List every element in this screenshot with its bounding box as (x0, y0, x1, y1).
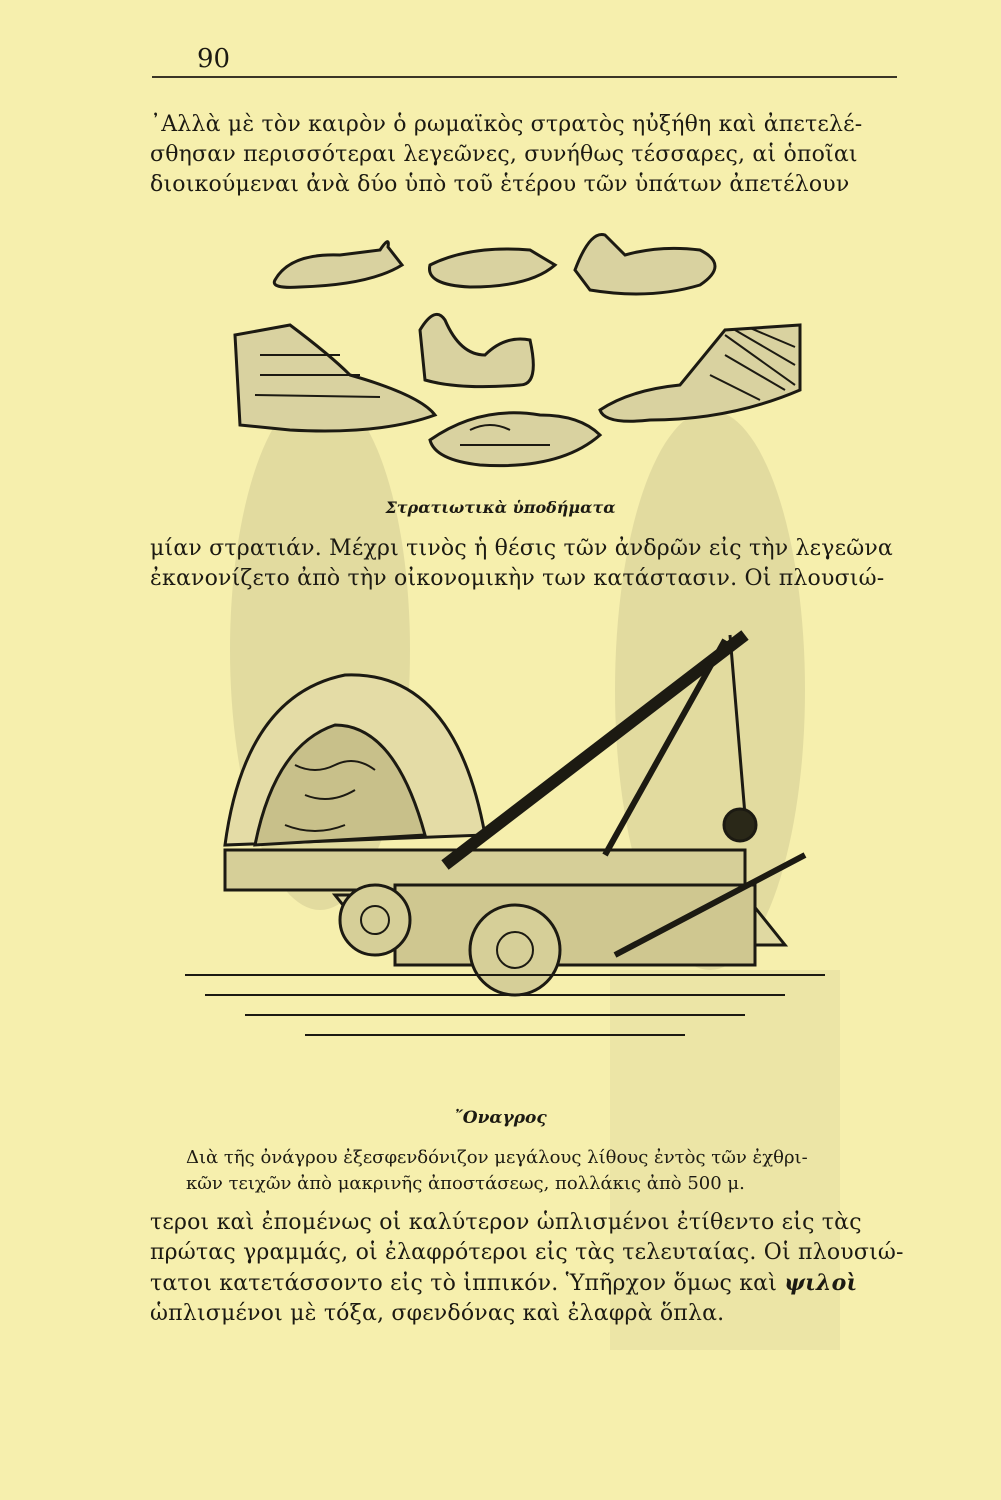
emphasized-word: ψιλοὶ (784, 1270, 858, 1296)
paragraph-3 (150, 1208, 904, 1329)
text-line: πρώτας γραμμάς, οἱ ἐλαφρότεροι εἰς τὰς τελευταίας. Οἱ πλουσιώ- (150, 1240, 904, 1265)
text-line: ᾿Αλλὰ μὲ τὸν καιρὸν ὁ ρωμαϊκὸς στρατὸς ηὐξήθη καὶ ἀπετελέ- (150, 112, 863, 137)
text-line: ἐκανονίζετο ἀπὸ τὴν οἰκονομικὴν των κατάστασιν. Οἱ πλουσιώ- (150, 566, 885, 591)
page-number: 90 (197, 44, 231, 74)
text-line: διοικούμεναι ἀνὰ δύο ὑπὸ τοῦ ἑτέρου τῶν ὑπάτων ἀπετέλουν (150, 172, 850, 197)
caption-onager: ῎Οναγρος (454, 1108, 547, 1128)
header-rule (152, 76, 897, 78)
onager-note (186, 1145, 891, 1197)
text-line: ὡπλισμένοι μὲ τόξα, σφενδόνας καὶ ἐλαφρὰ ὅπλα. (150, 1301, 725, 1326)
paragraph-2 (150, 534, 900, 594)
text-line: μίαν στρατιάν. Μέχρι τινὸς ἡ θέσις τῶν ἀνδρῶν εἰς τὴν λεγεῶνα (150, 536, 893, 561)
paragraph-1 (150, 110, 900, 200)
text-line: τεροι καὶ ἐπομένως οἱ καλύτερον ὡπλισμένοι ἐτίθεντο εἰς τὰς (150, 1210, 862, 1235)
text-line-with-emphasis (150, 1268, 900, 1299)
caption-shoes: Στρατιωτικὰ ὑποδήματα (385, 498, 616, 517)
text-line: κῶν τειχῶν ἀπὸ μακρινῆς ἀποστάσεως, πολλάκις ἀπὸ 500 μ. (186, 1173, 745, 1194)
military-shoes-illustration (230, 225, 820, 490)
text-line: Διὰ τῆς ὀνάγρου ἐξεσφενδόνιζον μεγάλους λίθους ἐντὸς τῶν ἐχθρι- (186, 1147, 808, 1168)
onager-catapult-illustration (185, 615, 825, 1090)
text-segment: τατοι κατετάσσοντο εἰς τὸ ἱππικόν. Ὑπῆρχον ὅμως καὶ (150, 1271, 785, 1296)
text-line: σθησαν περισσότεραι λεγεῶνες, συνήθως τέσσαρες, αἱ ὁποῖαι (150, 142, 858, 167)
